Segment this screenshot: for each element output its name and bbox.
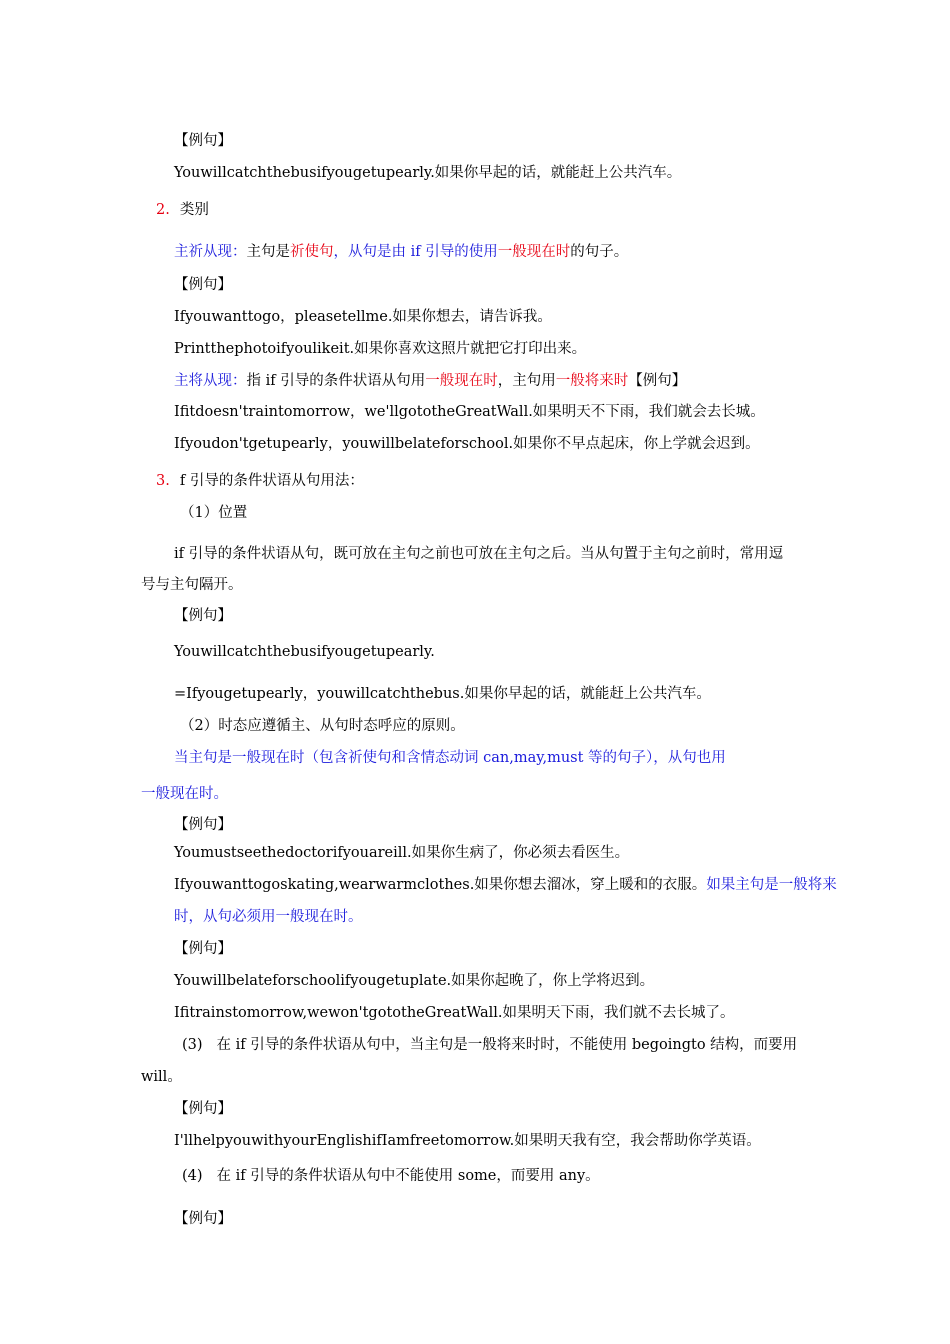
paragraph-line: 号与主句隔开。: [141, 577, 243, 593]
rule-text: ，从句是由 if 引导的使用: [333, 244, 498, 260]
example-label: 【例句】: [174, 817, 232, 833]
subsection-line: will。: [141, 1069, 182, 1085]
example-sentence: I'llhelpyouwithyourEnglishifIamfreetomorrow.如果明天我有空，我会帮助你学英语。: [174, 1133, 761, 1149]
section-title: 类别: [179, 202, 209, 218]
section-number: 2.: [156, 202, 170, 218]
rule-highlight: 一般将来时: [555, 373, 629, 389]
rule-highlight: 一般现在时: [497, 244, 571, 260]
rule-line: [174, 242, 628, 262]
subsection-number: (4): [182, 1168, 203, 1184]
rule-text: 如果主句是一般将来: [706, 877, 837, 893]
rule-text: ，主句用: [497, 373, 556, 389]
example-label: 【例句】: [174, 277, 232, 293]
example-label: 【例句】: [174, 1101, 232, 1117]
paragraph-line: if 引导的条件状语从句，既可放在主句之前也可放在主句之后。当从句置于主句之前时，常用逗: [174, 546, 784, 562]
rule-highlight: 祈使句: [290, 244, 334, 260]
rule-head: 主将从现：: [174, 373, 247, 389]
example-label: 【例句】: [174, 1211, 232, 1227]
section-title: f 引导的条件状语从句用法：: [179, 473, 364, 489]
example-sentence: Ifitrainstomorrow,wewon'tgototheGreatWall.如果明天下雨，我们就不去长城了。: [174, 1005, 735, 1021]
example-label: 【例句】: [174, 133, 232, 149]
rule-text: 指 if 引导的条件状语从句用: [246, 373, 426, 389]
rule-highlight: 一般现在时: [425, 373, 498, 389]
rule-text: 主句是: [246, 244, 290, 260]
subsection-text: 在 if 引导的条件状语从句中不能使用 some，而要用 any。: [216, 1168, 600, 1184]
example-label: 【例句】: [174, 941, 232, 957]
example-sentence: =Ifyougetupearly，youwillcatchthebus.如果你早起的话，就能赶上公共汽车。: [174, 686, 711, 702]
example-sentence: Youwillcatchthebusifyougetupearly.: [174, 644, 435, 660]
rule-line: [174, 371, 686, 391]
subsection-text: 在 if 引导的条件状语从句中，当主句是一般将来时时，不能使用 begoingto 结构，而要用: [216, 1037, 798, 1053]
example-sentence: Ifyoudon'tgetupearly，youwillbelateforschool.如果你不早点起床，你上学就会迟到。: [174, 436, 760, 452]
section-heading: [156, 200, 209, 220]
example-label: 【例句】: [174, 608, 232, 624]
example-sentence: Youwillcatchthebusifyougetupearly.如果你早起的话，就能赶上公共汽车。: [174, 165, 682, 181]
rule-line: 当主句是一般现在时（包含祈使句和含情态动词 can,may,must 等的句子），从句也用: [174, 750, 726, 766]
subsection-title: （1）位置: [180, 505, 248, 521]
example-sentence: Youmustseethedoctorifyouareill.如果你生病了，你必须去看医生。: [174, 845, 630, 861]
subsection-title: （2）时态应遵循主、从句时态呼应的原则。: [180, 718, 465, 734]
example-sentence: Ifyouwanttogo，pleasetellme.如果你想去，请告诉我。: [174, 309, 552, 325]
section-heading: [156, 471, 364, 491]
rule-head: 主祈从现：: [174, 244, 247, 260]
subsection-line: [182, 1035, 797, 1055]
rule-line: 一般现在时。: [141, 786, 228, 802]
rule-line: 时，从句必须用一般现在时。: [174, 909, 363, 925]
example-sentence: [174, 875, 837, 895]
example-text: Ifyouwanttogoskating,wearwarmclothes.如果你想去溜冰，穿上暖和的衣服。: [174, 877, 707, 893]
subsection-number: (3): [182, 1037, 203, 1053]
subsection-line: [182, 1166, 600, 1186]
example-sentence: Ifitdoesn'traintomorrow，we'llgototheGreatWall.如果明天不下雨，我们就会去长城。: [174, 404, 765, 420]
rule-text: 的句子。: [570, 244, 629, 260]
example-label: 【例句】: [628, 373, 687, 389]
section-number: 3.: [156, 473, 170, 489]
example-sentence: Youwillbelateforschoolifyougetuplate.如果你起晚了，你上学将迟到。: [174, 973, 655, 989]
example-sentence: Printthephotoifyoulikeit.如果你喜欢这照片就把它打印出来。: [174, 341, 587, 357]
